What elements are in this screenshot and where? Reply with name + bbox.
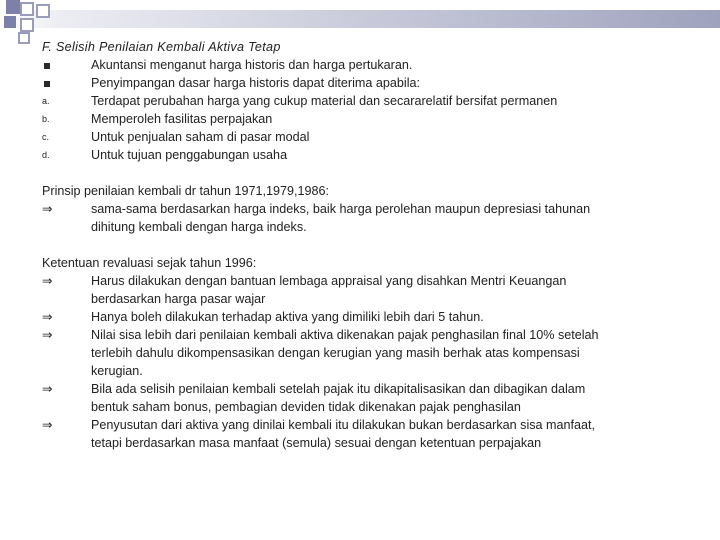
arrow-right-icon: ⇒ (42, 382, 53, 396)
list-item (42, 128, 702, 146)
list-item-text: Bila ada selisih penilaian kembali setelah pajak itu dikapitalisasikan dan dibagikan dalam bentuk saham bonus, pembagian deviden tidak dikenakan pajak penghasilan (91, 382, 586, 414)
decor-square (6, 0, 20, 14)
list-item-marker: a. (42, 96, 50, 106)
list-item (42, 110, 702, 128)
list-item (42, 74, 702, 92)
list-item-text: Nilai sisa lebih dari penilaian kembali aktiva dikenakan pajak penghasilan final 10% setelah terlebih dahulu dikompensasikan dengan kerugian yang masih berhak atas kompensasi kerugian. (91, 328, 599, 378)
list-item (42, 416, 702, 452)
decor-square (20, 18, 34, 32)
list-item (42, 146, 702, 164)
slide-title: F. Selisih Penilaian Kembali Aktiva Tetap (42, 40, 281, 54)
arrow-right-icon: ⇒ (42, 274, 53, 288)
list-item-marker: c. (42, 132, 50, 142)
list-item (42, 380, 702, 416)
list-item-text: Memperoleh fasilitas perpajakan (91, 112, 273, 126)
list-item-text: Akuntansi menganut harga historis dan harga pertukaran. (91, 58, 413, 72)
revaluation-section (42, 254, 702, 452)
decor-square (4, 16, 16, 28)
list-item-text: sama-sama berdasarkan harga indeks, baik harga perolehan maupun depresiasi tahunan dihitung kembali dengan harga indeks. (91, 202, 591, 234)
header-band (0, 10, 720, 28)
arrow-right-icon: ⇒ (42, 328, 53, 342)
decor-square (36, 4, 50, 18)
decor-square (20, 2, 34, 16)
list-item (42, 200, 702, 236)
arrow-right-icon: ⇒ (42, 418, 53, 432)
arrow-right-icon: ⇒ (42, 310, 53, 324)
list-item-text: Terdapat perubahan harga yang cukup material dan secararelatif bersifat permanen (91, 94, 558, 108)
list-item (42, 56, 702, 74)
list-item (42, 92, 702, 110)
square-bullet-icon (42, 74, 91, 92)
principles-section (42, 182, 702, 236)
decor-square (18, 32, 30, 44)
list-item (42, 326, 702, 380)
section-heading: Ketentuan revaluasi sejak tahun 1996: (42, 256, 257, 270)
list-item-text: Hanya boleh dilakukan terhadap aktiva yang dimiliki lebih dari 5 tahun. (91, 310, 484, 324)
list-item-text: Penyusutan dari aktiva yang dinilai kembali itu dilakukan bukan berdasarkan sisa manfaat, tetapi berdasarkan masa manfaat (semula) sesuai dengan ketentuan perpajakan (91, 418, 596, 450)
section-heading: Prinsip penilaian kembali dr tahun 1971,1979,1986: (42, 184, 330, 198)
list-item-text: Untuk penjualan saham di pasar modal (91, 130, 310, 144)
list-item-text: Untuk tujuan penggabungan usaha (91, 148, 288, 162)
list-item (42, 272, 702, 308)
list-item (42, 308, 702, 326)
square-bullet-icon (42, 56, 91, 74)
arrow-right-icon: ⇒ (42, 202, 53, 216)
slide-body (42, 38, 702, 452)
list-item-marker: b. (42, 114, 50, 124)
criteria-list (42, 56, 702, 164)
list-item-text: Penyimpangan dasar harga historis dapat diterima apabila: (91, 76, 421, 90)
list-item-marker: d. (42, 150, 50, 160)
list-item-text: Harus dilakukan dengan bantuan lembaga appraisal yang disahkan Mentri Keuangan berdasarkan harga pasar wajar (91, 274, 567, 306)
